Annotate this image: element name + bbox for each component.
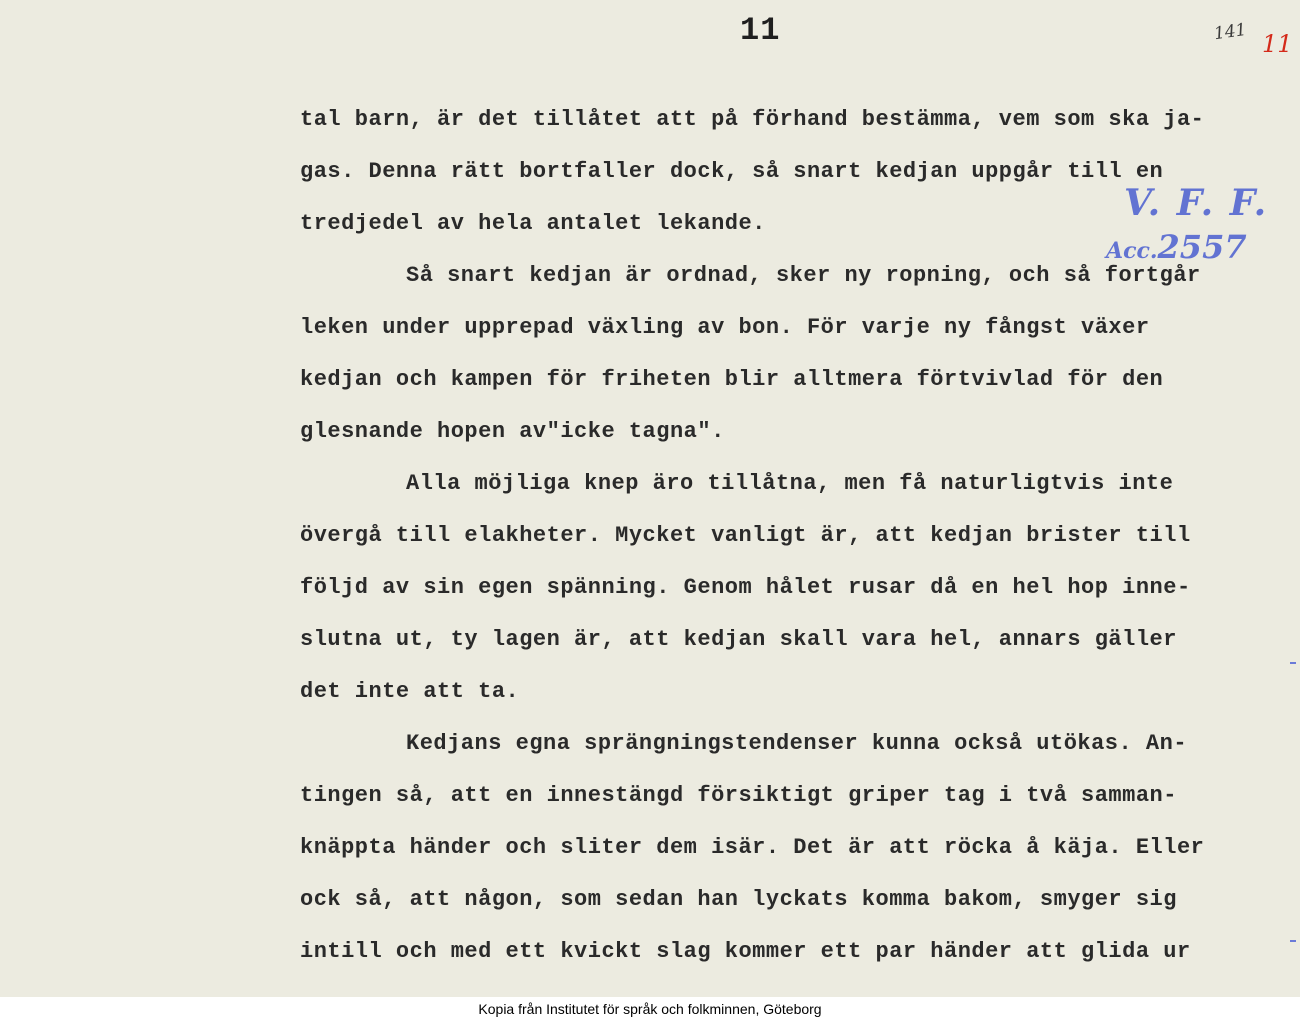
text-line: glesnande hopen av"icke tagna".: [300, 419, 725, 444]
archive-footer: Kopia från Institutet för språk och folkminnen, Göteborg: [478, 1001, 822, 1017]
text-line: knäppta händer och sliter dem isär. Det är att röcka å käja. Eller: [300, 835, 1205, 860]
text-line: det inte att ta.: [300, 679, 520, 704]
stamp-accession-prefix: Acc.: [1106, 238, 1158, 264]
text-line: Kedjans egna sprängningstendenser kunna också utökas. An-: [406, 731, 1188, 756]
text-line: ock så, att någon, som sedan han lyckats komma bakom, smyger sig: [300, 887, 1177, 912]
text-line: övergå till elakheter. Mycket vanligt är, att kedjan brister till: [300, 523, 1191, 548]
archive-number: 141: [1212, 19, 1248, 45]
text-line: gas. Denna rätt bortfaller dock, så snart kedjan uppgår till en: [300, 159, 1164, 184]
stamp-vff: V. F. F.: [1124, 182, 1269, 224]
text-line: Så snart kedjan är ordnad, sker ny ropning, och så fortgår: [406, 263, 1201, 288]
text-line: tredjedel av hela antalet lekande.: [300, 211, 766, 236]
typewritten-text: [300, 98, 1295, 982]
page-number: 11: [740, 12, 781, 49]
text-line: Alla möjliga knep äro tillåtna, men få naturligtvis inte: [406, 471, 1174, 496]
text-line: slutna ut, ty lagen är, att kedjan skall vara hel, annars gäller: [300, 627, 1177, 652]
text-line: intill och med ett kvickt slag kommer ett par händer att glida ur: [300, 939, 1191, 964]
text-line: leken under upprepad växling av bon. För varje ny fångst växer: [300, 315, 1150, 340]
text-line: kedjan och kampen för friheten blir alltmera förtvivlad för den: [300, 367, 1164, 392]
stamp-accession-number: 2557: [1157, 228, 1247, 266]
text-line: tingen så, att en innestängd försiktigt griper tag i två samman-: [300, 783, 1177, 808]
text-line: tal barn, är det tillåtet att på förhand bestämma, vem som ska ja-: [300, 107, 1205, 132]
text-line: följd av sin egen spänning. Genom hålet rusar då en hel hop inne-: [300, 575, 1191, 600]
red-page-number: 11: [1262, 30, 1293, 58]
